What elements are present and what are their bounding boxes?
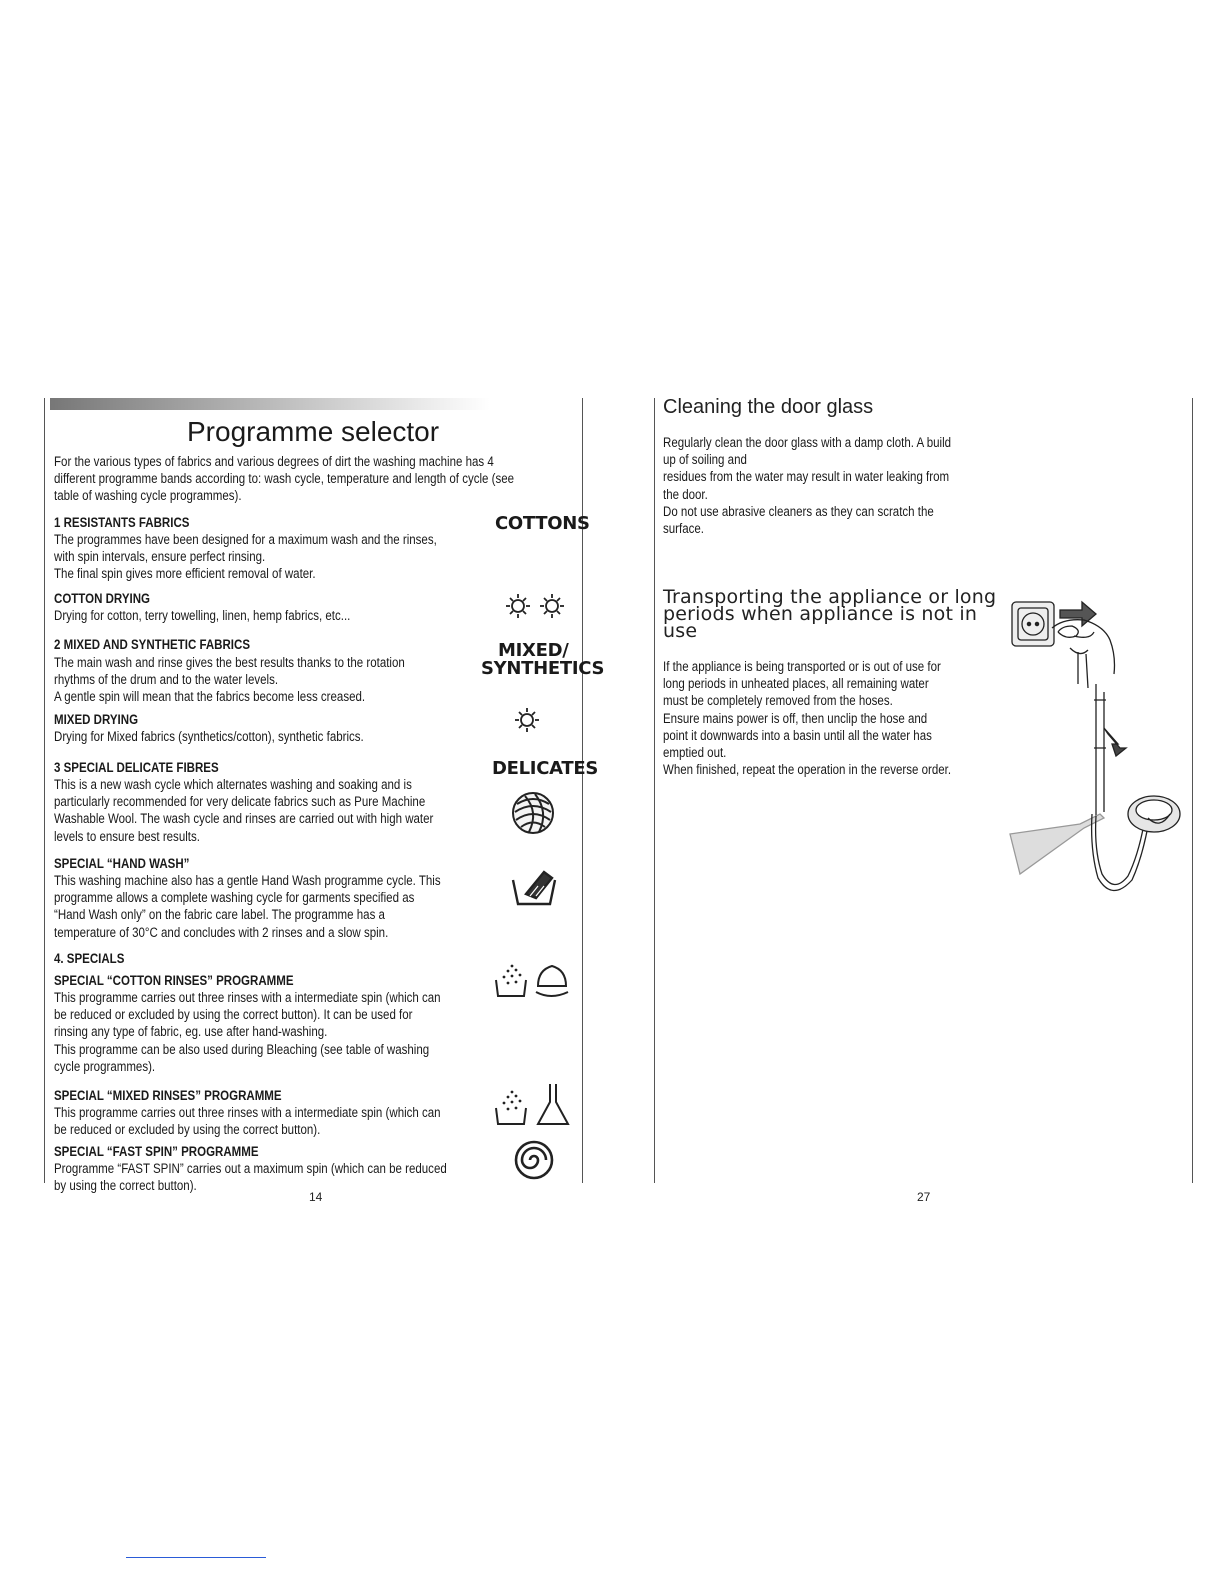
- double-drying-sun-icon: [500, 592, 572, 622]
- right-page-right-border: [1192, 398, 1193, 1183]
- section-heading-mixed-synthetic: 2 MIXED AND SYNTHETIC FABRICS: [54, 637, 251, 652]
- intro-text: For the various types of fabrics and various degrees of dirt the washing machine has 4 different programme bands according to: wash cycle, temperature and length of cycle (see table of washing cycle programmes).: [54, 454, 515, 504]
- mixed-synthetic-body: The main wash and rinse gives the best results thanks to the rotation rhythms of the drum and to the water levels. A gentle spin will mean that the fabrics become less creased.: [54, 655, 405, 705]
- rinse-cotton-icon: [490, 956, 580, 1000]
- page-number-left: 14: [309, 1190, 323, 1204]
- unplug-and-drain-hose-illustration: [1000, 588, 1190, 898]
- section-heading-mixed-drying: MIXED DRYING: [54, 712, 139, 727]
- page-title: Programme selector: [187, 416, 440, 447]
- page-number-right: 27: [917, 1190, 931, 1204]
- section-heading-mixed-rinses: SPECIAL “MIXED RINSES” PROGRAMME: [54, 1088, 282, 1103]
- cotton-rinses-body: This programme carries out three rinses with a intermediate spin (which can be reduced or excluded by using the correct button). It can be used for rinsing any type of fabric, eg. use after hand-washing. This programme can be also used during Bleaching (see table of washing cycle programmes).: [54, 990, 441, 1074]
- category-synthetics: SYNTHETICS: [481, 658, 605, 679]
- section-heading-specials: 4. SPECIALS: [54, 951, 125, 966]
- rinse-mixed-icon: [490, 1080, 580, 1130]
- section-heading-hand-wash: SPECIAL “HAND WASH”: [54, 856, 190, 871]
- cleaning-body: Regularly clean the door glass with a damp cloth. A build up of soiling and residues from the water may result in water leaking from the door. Do not use abrasive cleaners as they can scratch the surface.: [663, 435, 952, 537]
- section-heading-cotton-drying: COTTON DRYING: [54, 591, 150, 606]
- hand-wash-tub-icon: [510, 866, 560, 910]
- section-heading-delicate: 3 SPECIAL DELICATE FIBRES: [54, 760, 219, 775]
- section-heading-fast-spin: SPECIAL “FAST SPIN” PROGRAMME: [54, 1144, 259, 1159]
- resistants-body: The programmes have been designed for a maximum wash and the rinses, with spin intervals, ensure perfect rinsing. The final spin gives more efficient removal of water.: [54, 532, 437, 582]
- fast-spin-body: Programme “FAST SPIN” carries out a maximum spin (which can be reduced by using the correct button).: [54, 1161, 447, 1194]
- category-cottons: COTTONS: [495, 513, 590, 534]
- category-delicates: DELICATES: [492, 758, 598, 779]
- section-heading-resistants: 1 RESISTANTS FABRICS: [54, 515, 190, 530]
- cotton-drying-body: Drying for cotton, terry towelling, linen, hemp fabrics, etc...: [54, 608, 351, 623]
- category-mixed: MIXED/: [498, 640, 569, 661]
- mixed-drying-body: Drying for Mixed fabrics (synthetics/cotton), synthetic fabrics.: [54, 729, 364, 744]
- delicate-body: This is a new wash cycle which alternates washing and soaking and is particularly recommended for very delicate fabrics such as Pure Machine Washable Wool. The wash cycle and rinses are carried out with high water levels to ensure best results.: [54, 777, 434, 844]
- section-heading-cotton-rinses: SPECIAL “COTTON RINSES” PROGRAMME: [54, 973, 294, 988]
- hand-wash-body: This washing machine also has a gentle Hand Wash programme cycle. This programme allows a complete washing cycle for garments specified as “Hand Wash only” on the fabric care label. The programme has a temperature of 30°C and concludes with 2 rinses and a slow spin.: [54, 873, 441, 940]
- transport-title: Transporting the appliance or long periods when appliance is not in use: [663, 586, 997, 642]
- bottom-divider: [126, 1557, 266, 1558]
- wool-ball-icon: [509, 790, 559, 836]
- cleaning-title: Cleaning the door glass: [663, 396, 874, 418]
- header-band: [50, 398, 490, 410]
- left-page-left-border: [44, 398, 45, 1183]
- drying-sun-icon: [511, 706, 545, 736]
- spin-spiral-icon: [512, 1138, 558, 1184]
- mixed-rinses-body: This programme carries out three rinses with a intermediate spin (which can be reduced or excluded by using the correct button).: [54, 1105, 441, 1138]
- right-page-left-border: [654, 398, 655, 1183]
- transport-body: If the appliance is being transported or is out of use for long periods in unheated places, all remaining water must be completely removed from the hoses. Ensure mains power is off, then unclip the hose and point it downwards into a basin until all the water has emptied out. When finished, repeat the operation in the reverse order.: [663, 659, 952, 778]
